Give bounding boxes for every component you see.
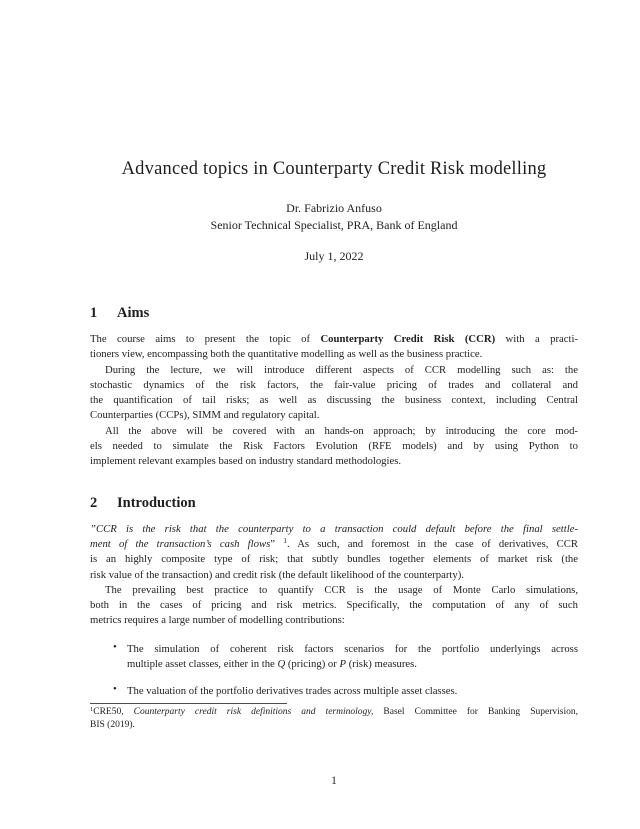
bullet-item [90,684,578,699]
paragraph [90,522,578,583]
text-run: P [339,658,347,671]
text-run: . As such, and foremost in the case of derivatives, CCR [286,537,578,550]
text-run: both in the cases of pricing and risk metrics. Specifically, the computation of any of such [90,599,578,612]
text-run: Basel Committee for Banking Supervision, [373,706,578,717]
text-run: Counterparty credit risk definitions and terminology, [133,706,374,717]
text-run: the quantification of tail risks; as well as discussing the business context, including Central [90,394,578,407]
text-line [90,424,578,439]
text-line [90,378,578,393]
text-run: stochastic dynamics of the risk factors, the fair-value pricing of trades and collateral and [90,378,578,391]
section-introduction [90,493,578,700]
text-run: Counterparties (CCPs), SIMM and regulatory capital. [90,409,320,422]
text-run: multiple asset classes, either in the [127,658,278,671]
section-aims [90,303,578,470]
footnote-area [90,703,578,732]
paragraph [90,363,578,424]
text-line [90,613,578,628]
paragraph [90,583,578,629]
section-body-aims [90,332,578,470]
text-run: els needed to simulate the Risk Factors Evolution (RFE models) and by using Python to [90,440,578,453]
bullet-icon: • [113,640,117,653]
section-title: Introduction [117,494,196,511]
text-run: implement relevant examples based on industry standard methodologies. [90,455,402,468]
text-line [90,454,578,469]
text-run: risk value of the transaction) and credit risk (the default likelihood of the counterparty). [90,568,464,581]
text-run: metrics requires a large number of modelling contributions: [90,614,345,627]
text-line [90,522,578,537]
paragraph [90,332,578,363]
text-line [90,598,578,613]
author-block [90,200,578,234]
text-line [90,583,578,598]
text-line [90,706,578,719]
footnote-marker: 1 [90,706,94,714]
text-run: is an highly composite type of risk; that subtly bundles together elements of market risk (the [90,553,578,566]
text-run: ” [270,537,284,550]
text-line [90,363,578,378]
text-run: BIS (2019). [90,719,135,730]
text-run: The simulation of coherent risk factors scenarios for the portfolio underlyings across [127,642,578,655]
text-line [127,657,578,672]
author-name: Dr. Fabrizio Anfuso [286,201,382,215]
bullet-item [90,642,578,673]
text-run: Counterparty Credit Risk (CCR) [320,333,496,345]
page-number: 1 [331,774,337,787]
text-run: with a practi- [495,333,579,345]
section-number: 1 [90,305,98,321]
page-content [90,0,578,788]
text-line [90,332,578,347]
text-line [90,393,578,408]
author-affiliation: Senior Technical Specialist, PRA, Bank of England [210,218,458,232]
text-run: During the lecture, we will introduce different aspects of CCR modelling such as: the [105,363,578,376]
text-line [90,347,578,362]
text-line [127,684,578,699]
paragraph [90,424,578,470]
document-title: Advanced topics in Counterparty Credit Risk modelling [121,159,547,179]
text-run: ment of the transaction’s cash flows [90,537,271,550]
footnote-rule [90,703,287,704]
text-line [90,552,578,567]
section-heading-introduction [90,493,578,513]
text-line [90,568,578,583]
text-run: tioners view, encompassing both the quantitative modelling as well as the business practice. [90,348,483,361]
text-run: Q [277,658,286,671]
footnote-marker: 1 [283,536,287,546]
section-number: 2 [90,494,98,511]
text-run: CRE50, [93,706,134,717]
section-heading-aims [90,303,578,323]
text-run: (pricing) or [285,658,340,671]
text-line [90,719,578,732]
section-body-introduction [90,522,578,700]
text-run: The prevailing best practice to quantify CCR is the usage of Monte Carlo simulations, [105,583,578,596]
text-run: (risk) measures. [346,658,417,671]
text-line [90,439,578,454]
section-title: Aims [117,305,150,321]
footnote [90,706,578,732]
text-run: The course aims to present the topic of [90,333,321,345]
document-date: July 1, 2022 [304,249,364,263]
bullet-icon: • [113,683,117,696]
text-line [90,537,578,552]
text-run: ”CCR is the risk that the counterparty to a transaction could default before the final settle- [90,522,578,535]
bullet-list [90,642,578,700]
text-run: The valuation of the portfolio derivatives trades across multiple asset classes. [127,685,458,698]
text-run: All the above will be covered with an hands-on approach; by introducing the core mod- [105,424,578,437]
text-line [127,642,578,657]
text-line [90,408,578,423]
